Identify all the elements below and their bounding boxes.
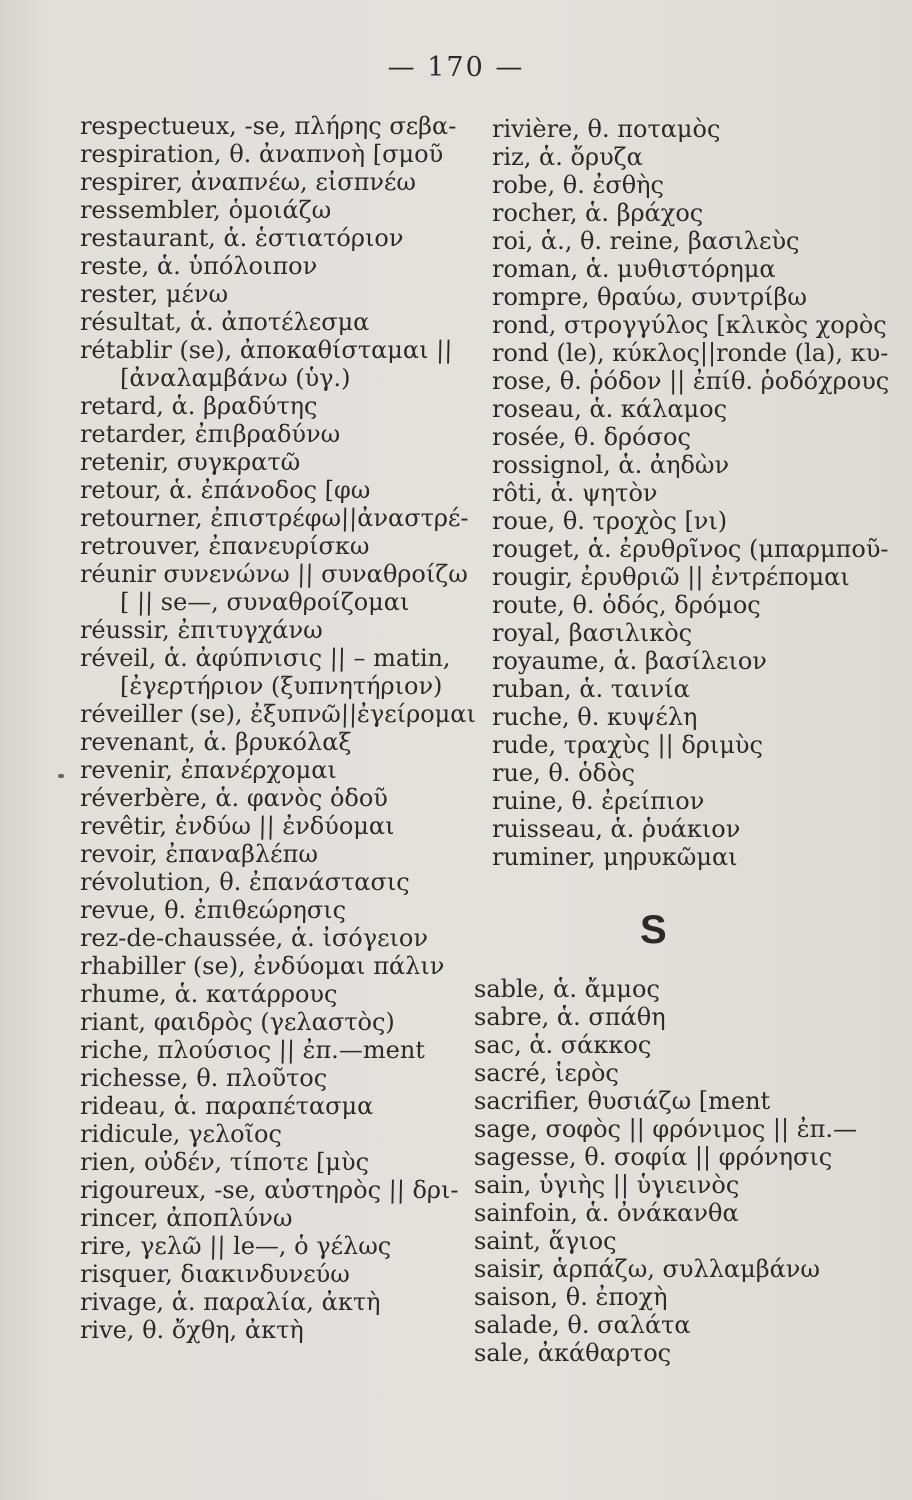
entry: roi, ἁ., θ. reine, βασιλεὺς [492, 227, 800, 255]
entry: revoir, ἐπαναβλέπω [79, 840, 319, 868]
entry: revue, θ. ἐπιθεώρησις [79, 896, 347, 924]
entry: rose, θ. ῥόδον || ἐπίθ. ῥοδόχρους [492, 367, 890, 395]
entry: ruine, θ. ἐρείπιον [492, 787, 705, 815]
entry: ressembler, ὁμοιάζω [79, 196, 332, 224]
entry: ridicule, γελοῖος [79, 1120, 283, 1148]
entry: roman, ἁ. μυθιστόρημα [492, 255, 776, 283]
entry: rocher, ἁ. βράχος [492, 199, 704, 227]
entry: restaurant, ἁ. ἑστιατόριον [79, 224, 404, 252]
entry: royaume, ἁ. βασίλειον [492, 647, 767, 675]
entry: saison, θ. ἐποχὴ [474, 1283, 668, 1311]
entry: sacré, ἱερὸς [474, 1059, 619, 1087]
entry: rivage, ἁ. παραλία, ἀκτὴ [79, 1288, 381, 1316]
entry: roseau, ἁ. κάλαμος [492, 395, 728, 423]
entry-continuation: [ἐγερτήριον (ξυπνητήριον) [119, 672, 443, 700]
entry: réussir, ἐπιτυγχάνω [79, 616, 324, 644]
entry: rhabiller (se), ἐνδύομαι πάλιν [79, 952, 445, 980]
entry: sabre, ἁ. σπάθη [474, 1003, 666, 1031]
entry: sainfoin, ἁ. ὀνάκανθα [474, 1199, 739, 1227]
entry: revêtir, ἐνδύω || ἐνδύομαι [79, 812, 395, 840]
entry: sacrifier, θυσιάζω [ment [474, 1087, 771, 1115]
entry: rosée, θ. δρόσος [492, 423, 691, 451]
page-number: — 170 — [387, 52, 525, 83]
entry: risquer, διακινδυνεύω [79, 1260, 351, 1288]
entry: rude, τραχὺς || δριμὺς [492, 731, 763, 759]
entry: sage, σοφὸς || φρόνιμος || ἐπ.— [474, 1115, 857, 1143]
entry: rive, θ. ὄχθη, ἀκτὴ [79, 1316, 305, 1344]
entry: rôti, ἁ. ψητὸν [492, 479, 658, 507]
entry: rien, οὐδέν, τίποτε [μὺς [79, 1148, 370, 1176]
left-column [80, 112, 480, 1344]
section-letter-heading: S [640, 908, 668, 952]
entry: réveil, ἁ. ἀφύπνισις || – matin, [79, 644, 451, 672]
entry: réverbère, ἁ. φανὸς ὁδοῦ [79, 784, 389, 812]
scan-speck [58, 774, 64, 778]
entry: respectueux, -se, πλήρης σεβα- [79, 112, 457, 140]
entry: rossignol, ἁ. ἀηδὼν [492, 451, 730, 479]
entry: retrouver, ἐπανευρίσκω [79, 532, 370, 560]
entry: rigoureux, -se, αὐστηρὸς || δρι- [79, 1176, 459, 1204]
entry: ruban, ἁ. ταινία [492, 675, 690, 703]
entry: riant, φαιδρὸς (γελαστὸς) [79, 1008, 396, 1036]
entry: rond, στρογγύλος [κλικὸς χορὸς [492, 311, 887, 339]
entry: sagesse, θ. σοφία || φρόνησις [474, 1143, 833, 1171]
entry: sac, ἁ. σάκκος [474, 1031, 652, 1059]
entry: respiration, θ. ἀναπνοὴ [σμοῦ [79, 140, 444, 168]
entry: rire, γελῶ || le—, ὁ γέλως [79, 1232, 392, 1260]
right-column [492, 115, 892, 871]
entry: réveiller (se), ἐξυπνῶ||ἐγείρομαι [79, 700, 477, 728]
entry-continuation: [ || se—, συναθροίζομαι [119, 588, 410, 616]
entry: révolution, θ. ἐπανάστασις [79, 868, 411, 896]
entry: rincer, ἀποπλύνω [79, 1204, 293, 1232]
entry: retarder, ἐπιβραδύνω [79, 420, 341, 448]
entry: royal, βασιλικὸς [492, 619, 693, 647]
entry: richesse, θ. πλοῦτος [79, 1064, 328, 1092]
entry: ruminer, μηρυκῶμαι [492, 843, 738, 871]
entry: rideau, ἁ. παραπέτασμα [79, 1092, 374, 1120]
entry: réunir συνενώνω || συναθροίζω [79, 560, 469, 588]
entry: rougir, ἐρυθριῶ || ἐντρέπομαι [492, 563, 850, 591]
entry: rue, θ. ὁδὸς [492, 759, 635, 787]
entry: rond (le), κύκλος||ronde (la), κυ- [492, 339, 889, 367]
entry: résultat, ἁ. ἀποτέλεσμα [79, 308, 370, 336]
entry: sale, ἀκάθαρτος [474, 1339, 672, 1367]
entry: retour, ἁ. ἐπάνοδος [φω [79, 476, 371, 504]
entry: retard, ἁ. βραδύτης [79, 392, 318, 420]
entry: roue, θ. τροχὸς [νι) [492, 507, 728, 535]
entry: rhume, ἁ. κατάρρους [79, 980, 338, 1008]
entry: retourner, ἐπιστρέφω||ἀναστρέ- [79, 504, 469, 532]
entry: robe, θ. ἐσθὴς [492, 171, 664, 199]
entry: riche, πλούσιος || ἐπ.—ment [79, 1036, 426, 1064]
entry: rouget, ἁ. ἐρυθρῖνος (μπαρμποῦ- [492, 535, 889, 563]
entry: ruisseau, ἁ. ῥυάκιον [492, 815, 741, 843]
entry-continuation: [ἀναλαμβάνω (ὑγ.) [119, 364, 351, 392]
entry: rester, μένω [79, 280, 229, 308]
entry: rez-de-chaussée, ἁ. ἰσόγειον [79, 924, 429, 952]
entry: rivière, θ. ποταμὸς [492, 115, 721, 143]
entry: riz, ἁ. ὄρυζα [492, 143, 643, 171]
entry: ruche, θ. κυψέλη [492, 703, 698, 731]
entry: saint, ἅγιος [474, 1227, 617, 1255]
entry: revenant, ἁ. βρυκόλαξ [79, 728, 352, 756]
entry: rompre, θραύω, συντρίβω [492, 283, 807, 311]
s-section-column [474, 975, 874, 1367]
entry: sable, ἁ. ἄμμος [474, 975, 660, 1003]
entry: revenir, ἐπανέρχομαι [79, 756, 338, 784]
entry: route, θ. ὁδός, δρόμος [492, 591, 761, 619]
entry: sain, ὑγιὴς || ὑγιεινὸς [474, 1171, 740, 1199]
entry: salade, θ. σαλάτα [474, 1311, 691, 1339]
entry: reste, ἁ. ὑπόλοιπον [79, 252, 318, 280]
entry: respirer, ἀναπνέω, εἰσπνέω [79, 168, 417, 196]
entry: retenir, συγκρατῶ [79, 448, 301, 476]
entry: saisir, ἁρπάζω, συλλαμβάνω [474, 1255, 820, 1283]
entry: rétablir (se), ἀποκαθίσταμαι || [79, 336, 453, 364]
